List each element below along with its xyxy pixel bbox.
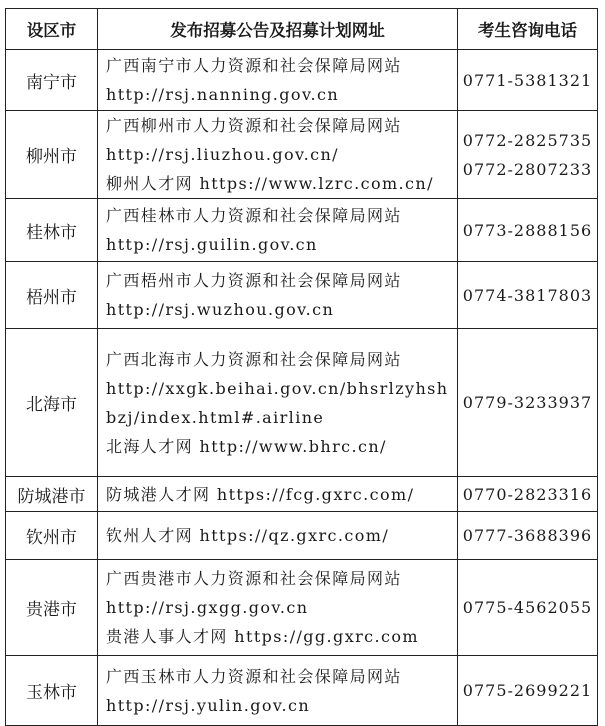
site-line: 防城港人才网 https://fcg.gxrc.com/: [106, 484, 415, 504]
city-name: 桂林市: [6, 199, 98, 262]
header-phone: 考生咨询电话: [458, 9, 598, 50]
phone-cell: [458, 656, 598, 726]
site-cell: [98, 656, 458, 726]
city-name: 梧州市: [6, 262, 98, 329]
site-cell: [98, 50, 458, 111]
phone-number: 0779-3233937: [462, 393, 593, 412]
phone-cell: [458, 512, 598, 560]
phone-cell: [458, 50, 598, 111]
city-name: 南宁市: [6, 50, 98, 111]
header-site: 发布招募公告及招募计划网址: [98, 9, 458, 50]
phone-number: 0777-3688396: [462, 526, 593, 545]
site-line: 钦州人才网 https://qz.gxrc.com/: [106, 526, 390, 545]
site-line: http://xxgk.beihai.gov.cn/bhsrlzyhsh: [106, 378, 449, 398]
phone-cell: [458, 199, 598, 262]
table-header-row: [6, 9, 598, 50]
city-name: 北海市: [6, 329, 98, 477]
site-line: http://rsj.wuzhou.gov.cn: [106, 300, 335, 319]
site-cell: [98, 477, 458, 512]
phone-number: 0772-2807233: [462, 159, 593, 179]
city-name: 贵港市: [6, 560, 98, 656]
site-line: http://rsj.guilin.gov.cn: [106, 235, 318, 254]
city-name: 防城港市: [6, 477, 98, 512]
site-cell: [98, 199, 458, 262]
header-city: 设区市: [6, 9, 98, 50]
table-row: [6, 262, 598, 329]
city-name: 柳州市: [6, 111, 98, 199]
phone-number: 0771-5381321: [462, 70, 593, 90]
site-cell: [98, 262, 458, 329]
site-line: 广西柳州市人力资源和社会保障局网站: [106, 116, 402, 135]
table-row: [6, 50, 598, 111]
site-line: 柳州人才网 https://www.lzrc.com.cn/: [106, 174, 434, 193]
city-name: 玉林市: [6, 656, 98, 726]
site-cell: [98, 329, 458, 477]
site-line: http://rsj.nanning.gov.cn: [106, 85, 340, 104]
phone-cell: [458, 262, 598, 329]
table-row: [6, 199, 598, 262]
site-line: 广西北海市人力资源和社会保障局网站: [106, 349, 402, 369]
site-line: 广西南宁市人力资源和社会保障局网站: [106, 56, 402, 75]
site-cell: [98, 560, 458, 656]
phone-number: 0773-2888156: [462, 220, 593, 240]
table-row: [6, 111, 598, 199]
phone-cell: [458, 329, 598, 477]
site-cell: [98, 111, 458, 199]
table-row: [6, 560, 598, 656]
table-body: [6, 50, 598, 726]
phone-number: 0772-2825735: [462, 130, 593, 150]
phone-number: 0775-4562055: [462, 598, 593, 617]
table-row: [6, 477, 598, 512]
site-line: http://rsj.liuzhou.gov.cn/: [106, 145, 339, 164]
site-line: bzj/index.html#.airline: [106, 407, 325, 427]
table-row: [6, 512, 598, 560]
phone-cell: [458, 477, 598, 512]
site-cell: [98, 512, 458, 560]
phone-number: 0770-2823316: [462, 484, 593, 504]
site-line: 北海人才网 http://www.bhrc.cn/: [106, 436, 387, 456]
site-line: 广西贵港市人力资源和社会保障局网站: [106, 569, 402, 588]
table-row: [6, 656, 598, 726]
recruitment-contact-table: [5, 8, 598, 726]
phone-cell: [458, 560, 598, 656]
phone-number: 0775-2699221: [462, 681, 593, 700]
table-row: [6, 329, 598, 477]
site-line: http://rsj.yulin.gov.cn: [106, 695, 311, 715]
site-line: http://rsj.gxgg.gov.cn: [106, 598, 309, 617]
phone-cell: [458, 111, 598, 199]
site-line: 广西桂林市人力资源和社会保障局网站: [106, 206, 402, 225]
city-name: 钦州市: [6, 512, 98, 560]
site-line: 广西梧州市人力资源和社会保障局网站: [106, 271, 402, 290]
site-line: 贵港人事人才网 https://gg.gxrc.com: [106, 627, 419, 646]
phone-number: 0774-3817803: [462, 285, 593, 305]
site-line: 广西玉林市人力资源和社会保障局网站: [106, 666, 402, 686]
